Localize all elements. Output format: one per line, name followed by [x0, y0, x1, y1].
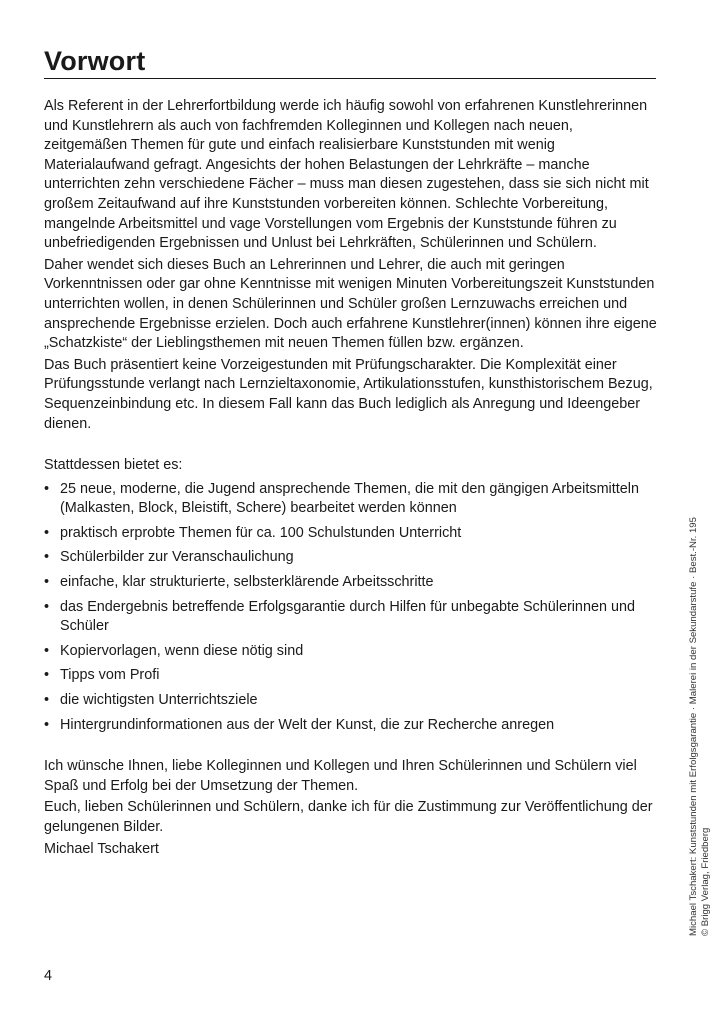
main-content — [44, 97, 658, 861]
page-number: 4 — [44, 968, 53, 984]
bullet-icon: • — [44, 692, 50, 709]
bullet-icon: • — [44, 642, 50, 659]
closing-thanks: Euch, lieben Schülerinnen und Schülern, danke ich für die Zustimmung zur Veröffentlichung der gelungenen Bilder. — [44, 799, 653, 835]
list-item-text: die wichtigsten Unterrichtsziele — [60, 692, 258, 709]
list-intro: Stattdessen bietet es: — [44, 457, 183, 474]
bullet-icon: • — [44, 524, 50, 541]
side-credit — [688, 456, 712, 936]
list-item-text: Kopiervorlagen, wenn diese nötig sind — [60, 642, 304, 659]
list-item-text: Tipps vom Profi — [60, 667, 160, 684]
list-item-text: Hintergrundinformationen aus der Welt der Kunst, die zur Recherche anregen — [60, 716, 555, 733]
paragraph-intro: Als Referent in der Lehrerfortbildung werde ich häufig sowohl von erfahrenen Kunstlehrerinnen und Kunstlehrern als auch von fachfremden Kolleginnen und Kollegen nach neuen, zeitgemäßen Themen für gute und einfach realisierbare Kunststunden mit wenig Materialaufwand gefragt. Angesichts der hohen Belastungen der Lehrkräfte – manche unterrichten zehn verschiedene Fächer – muss man diesen zugestehen, dass sie sich nicht mit großem Zeitaufwand auf ihre Kunststunden vorbereiten können. Schlechte Vorbereitung, mangelnde Arbeitsmittel und vage Vorstellungen vom Ergebnis der Kunststunde führen zu unbefriedigenden Ergebnissen und Unlust bei Lehrkräften, Schülerinnen und Schülern. — [44, 98, 649, 252]
list-item — [44, 716, 658, 736]
paragraph-scope: Das Buch präsentiert keine Vorzeigestunden mit Prüfungscharakter. Die Komplexität einer Prüfungsstunde verlangt nach Lernzieltaxonomie, Artikulationsstufen, kunsthistorischem Bezug, Sequenzeinbindung etc. In diesem Fall kann das Buch lediglich als Anregung und Ideengeber dienen. — [44, 356, 653, 432]
page-title: Vorwort — [44, 46, 146, 76]
author-signature: Michael Tschakert — [44, 840, 159, 857]
feature-list — [44, 480, 658, 736]
list-item — [44, 598, 658, 637]
bullet-icon: • — [44, 574, 50, 591]
paragraph-audience: Daher wendet sich dieses Buch an Lehrerinnen und Lehrer, die auch mit geringen Vorkenntnissen oder gar ohne Kenntnisse mit wenigen Minuten Vorbereitungszeit Kunststunden unterrichten wollen, in denen Schülerinnen und Schüler großen Lernzuwachs erreichen und ansprechende Ergebnisse erzielen. Doch auch erfahrene Kunstlehrer(innen) können ihre eigene „Schatzkiste“ der Lieblingsthemen mit neuen Themen füllen bzw. ergänzen. — [44, 256, 657, 352]
list-item — [44, 642, 658, 662]
side-credit-line-publisher: © Brigg Verlag, Friedberg — [699, 827, 711, 936]
bullet-icon: • — [44, 716, 50, 733]
bullet-icon: • — [44, 667, 50, 684]
list-item-text: einfache, klar strukturierte, selbsterklärende Arbeitsschritte — [60, 574, 434, 591]
bullet-icon: • — [44, 598, 50, 615]
list-item-text: 25 neue, moderne, die Jugend ansprechende Themen, die mit den gängigen Arbeitsmitteln (Malkasten, Block, Bleistift, Schere) bearbeitet werden können — [60, 480, 639, 517]
closing-wishes: Ich wünsche Ihnen, liebe Kolleginnen und Kollegen und Ihren Schülerinnen und Schülern viel Spaß und Erfolg bei der Umsetzung der Themen. — [44, 758, 637, 794]
list-item — [44, 666, 658, 686]
list-item — [44, 480, 658, 519]
side-credit-line-book: Michael Tschakert: Kunststunden mit Erfolgsgarantie · Malerei in der Sekundarstufe · Best.-Nr. 195 — [688, 517, 699, 936]
list-item — [44, 573, 658, 593]
bullet-icon: • — [44, 480, 50, 497]
list-item — [44, 548, 658, 568]
list-item — [44, 524, 658, 544]
list-item-text: das Endergebnis betreffende Erfolgsgarantie durch Hilfen für unbegabte Schülerinnen und Schüler — [60, 598, 635, 635]
title-divider — [44, 78, 656, 79]
list-item-text: praktisch erprobte Themen für ca. 100 Schulstunden Unterricht — [60, 524, 462, 541]
list-item-text: Schülerbilder zur Veranschaulichung — [60, 549, 294, 566]
bullet-icon: • — [44, 549, 50, 566]
list-item — [44, 691, 658, 711]
